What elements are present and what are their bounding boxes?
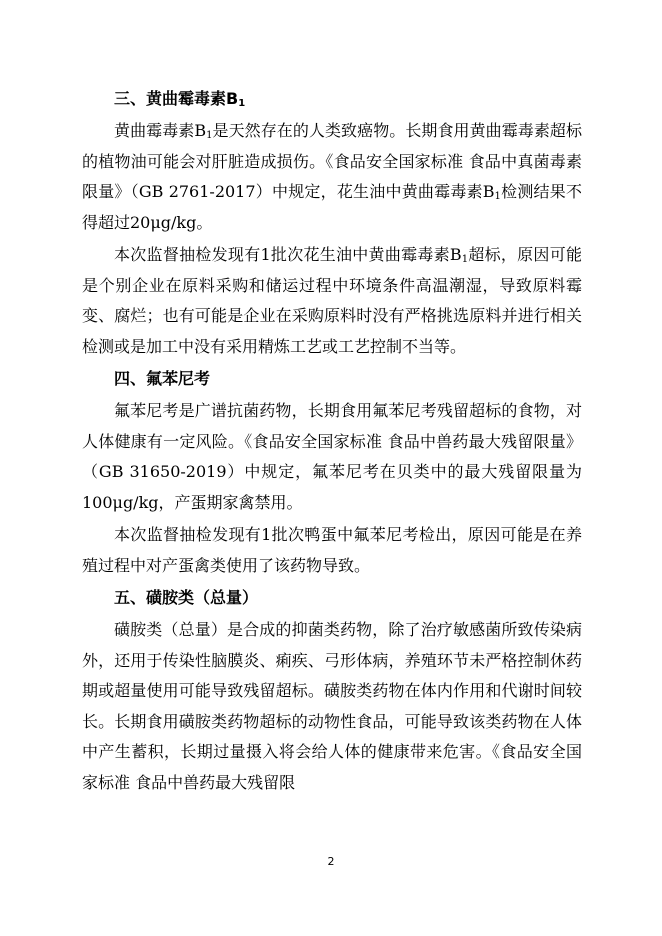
section-heading-aflatoxin: 三、黄曲霉毒素$B_1$ — [114, 89, 246, 109]
document-body — [82, 84, 582, 800]
paragraph-sulfonamides-description: 磺胺类（总量）是合成的抑菌类药物，除了治疗敏感菌所致传染病外，还用于传染性脑膜炎、痢疾、弓形体病，养殖环节未严格控制休药期或超量使用可能导致残留超标。磺胺类药物在体内作用和代谢时间较长。长期食用磺胺类药物超标的动物性食品，可能导致该类药物在人体中产生蓄积，长期过量摄入将会给人体的健康带来危害。《食品安全国家标准 食品中兽药最大残留限 — [82, 620, 582, 792]
paragraph-aflatoxin-finding: 本次监督抽检发现有1批次花生油中黄曲霉毒素$B_1$超标，原因可能是个别企业在原料采购和储运过程中环境条件高温潮湿，导致原料霉变、腐烂；也有可能是企业在采购原料时没有严格挑选原料并进行相关检测或是加工中没有采用精炼工艺或工艺控制不当等。 — [82, 245, 582, 356]
paragraph-aflatoxin-description: 黄曲霉毒素$B_1$是天然存在的人类致癌物。长期食用黄曲霉毒素超标的植物油可能会对肝脏造成损伤。《食品安全国家标准 食品中真菌毒素限量》（GB 2761-2017）中规定，花生油中黄曲霉毒素$B_1$检测结果不得超过20μg/kg。 — [82, 121, 582, 232]
paragraph-florfenicol-description: 氟苯尼考是广谱抗菌药物，长期食用氟苯尼考残留超标的食物，对人体健康有一定风险。《食品安全国家标准 食品中兽药最大残留限量》（GB 31650-2019）中规定，氟苯尼考在贝类中的最大残留限量为100μg/kg，产蛋期家禽禁用。 — [82, 401, 582, 512]
section-heading-sulfonamides: 五、磺胺类（总量） — [114, 588, 259, 607]
page-number: 2 — [327, 855, 335, 868]
section-heading-florfenicol: 四、氟苯尼考 — [114, 369, 211, 388]
paragraph-florfenicol-finding: 本次监督抽检发现有1批次鸭蛋中氟苯尼考检出，原因可能是在养殖过程中对产蛋禽类使用了该药物导致。 — [82, 525, 582, 575]
